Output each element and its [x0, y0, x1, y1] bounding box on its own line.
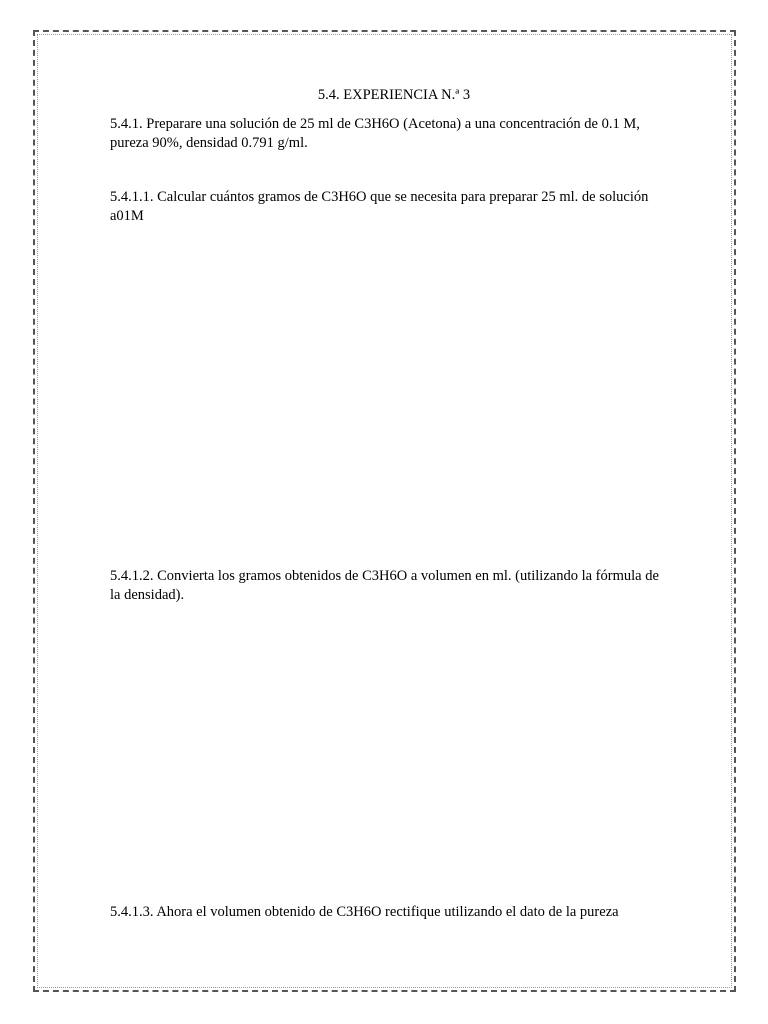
- item-5-4-1-2: 5.4.1.2. Convierta los gramos obtenidos de C3H6O a volumen en ml. (utilizando la fórmula de la densidad).: [110, 568, 659, 603]
- page-border: [33, 30, 736, 992]
- item-5-4-1-3: 5.4.1.3. Ahora el volumen obtenido de C3H6O rectifique utilizando el dato de la pureza: [110, 904, 619, 920]
- item-5-4-1: 5.4.1. Preparare una solución de 25 ml de C3H6O (Acetona) a una concentración de 0.1 M, pureza 90%, densidad 0.791 g/ml.: [110, 116, 640, 151]
- section-title: 5.4. EXPERIENCIA N.ª 3: [317, 87, 471, 103]
- item-5-4-1-1: 5.4.1.1. Calcular cuántos gramos de C3H6O que se necesita para preparar 25 ml. de solución a01M: [110, 189, 649, 224]
